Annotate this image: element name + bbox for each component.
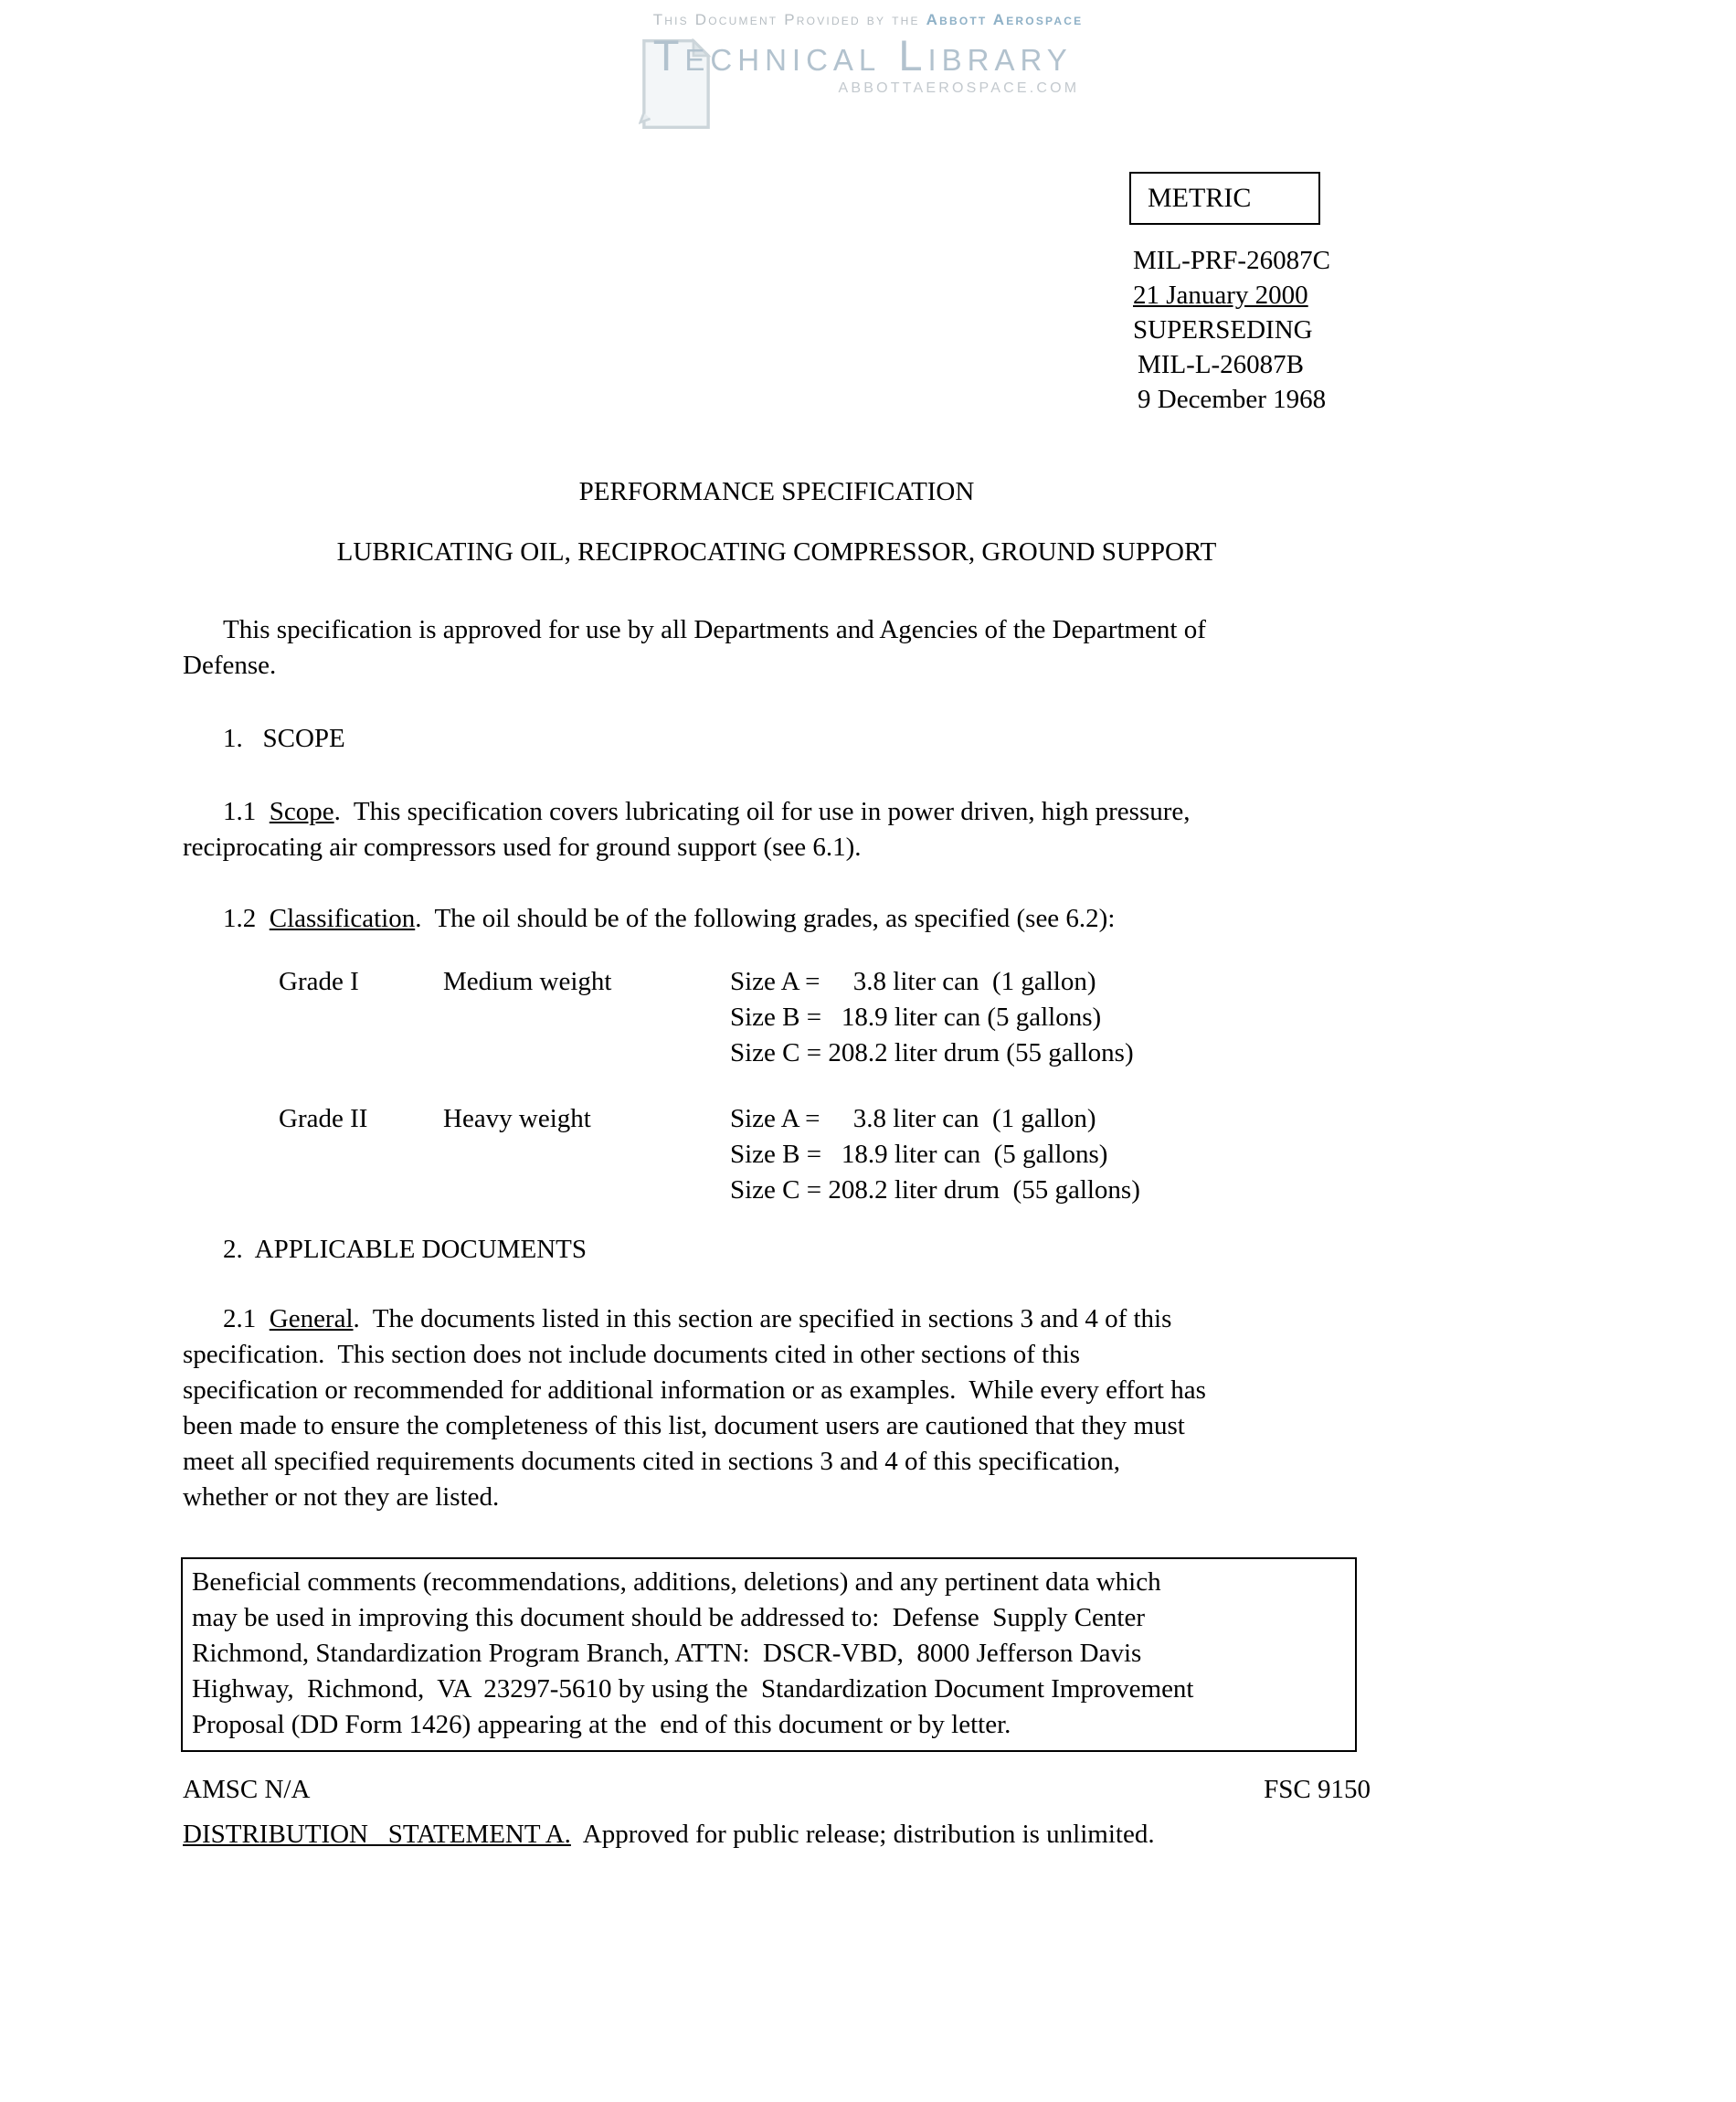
paragraph-1-2: [183, 901, 1371, 937]
paragraph-2-1-text: . The documents listed in this section are specified in sections 3 and 4 of this: [353, 1304, 1172, 1333]
logo-tagline-brand: Abbott Aerospace: [926, 11, 1084, 28]
metric-designation-box: [1129, 172, 1320, 225]
spec-number: MIL-PRF-26087C: [1133, 246, 1330, 275]
grade-1-size-a: Size A = 3.8 liter can (1 gallon): [730, 967, 1096, 996]
paragraph-2-1-head: General: [269, 1304, 354, 1333]
paragraph-1-1-text: . This specification covers lubricating oil for use in power driven, high pressure,: [333, 797, 1191, 826]
grade-2-weight: Heavy weight: [443, 1104, 591, 1133]
paragraph-1-2-text: . The oil should be of the following grades, as specified (see 6.2):: [415, 904, 1116, 933]
grade-table: [183, 964, 1371, 1208]
approval-line-1: This specification is approved for use by all Departments and Agencies of the Department of: [223, 615, 1206, 644]
grade-1-name: Grade I: [279, 967, 359, 996]
paragraph-1-1-head: Scope: [269, 797, 334, 826]
paragraph-2-1-line-5: meet all specified requirements documents cited in sections 3 and 4 of this specification,: [183, 1447, 1120, 1476]
grade-2-size-a: Size A = 3.8 liter can (1 gallon): [730, 1104, 1096, 1133]
fsc-code: FSC 9150: [1264, 1775, 1371, 1804]
spec-date: 21 January 2000: [1133, 281, 1308, 310]
grade-1-sizes: [730, 964, 1371, 1071]
abbott-aerospace-logo: [653, 11, 1084, 97]
paragraph-1-1-text-2: reciprocating air compressors used for ground support (see 6.1).: [183, 833, 862, 862]
spec-number-block: [1133, 243, 1736, 417]
logo-title: Technical Library: [652, 31, 1073, 80]
paragraph-2-1-line-6: whether or not they are listed.: [183, 1482, 500, 1512]
distribution-statement: [183, 1817, 1371, 1853]
logo-tagline: [653, 11, 1084, 29]
metric-label: METRIC: [1148, 183, 1252, 213]
comments-line-3: Richmond, Standardization Program Branch, ATTN: DSCR-VBD, 8000 Jefferson Davis: [192, 1639, 1142, 1668]
superseding-label: SUPERSEDING: [1133, 315, 1313, 345]
grade-2-size-c: Size C = 208.2 liter drum (55 gallons): [730, 1175, 1140, 1205]
distribution-statement-head: DISTRIBUTION STATEMENT A.: [183, 1820, 571, 1849]
grade-row-1: [183, 964, 1371, 1071]
paragraph-1-2-number: 1.2: [223, 904, 270, 933]
spec-subject-title: LUBRICATING OIL, RECIPROCATING COMPRESSOR, GROUND SUPPORT: [336, 537, 1217, 567]
logo-url: ABBOTTAEROSPACE.COM: [838, 80, 1080, 96]
grade-1-size-b: Size B = 18.9 liter can (5 gallons): [730, 1003, 1102, 1032]
grade-2-name: Grade II: [279, 1104, 368, 1133]
paragraph-1-1-number: 1.1: [223, 797, 270, 826]
comments-line-5: Proposal (DD Form 1426) appearing at the end of this document or by letter.: [192, 1710, 1011, 1739]
comments-line-1: Beneficial comments (recommendations, additions, deletions) and any pertinent data which: [192, 1567, 1161, 1597]
grade-1-weight: Medium weight: [443, 967, 612, 996]
paragraph-2-1: [183, 1301, 1371, 1515]
paragraph-1-1: [183, 794, 1371, 865]
section-2-heading: 2. APPLICABLE DOCUMENTS: [223, 1235, 587, 1264]
paragraph-2-1-line-3: specification or recommended for additional information or as examples. While every effort has: [183, 1375, 1206, 1405]
paragraph-2-1-number: 2.1: [223, 1304, 270, 1333]
spec-type-title: PERFORMANCE SPECIFICATION: [578, 477, 975, 506]
comments-line-2: may be used in improving this document should be addressed to: Defense Supply Center: [192, 1603, 1146, 1632]
distribution-statement-text: Approved for public release; distribution is unlimited.: [570, 1820, 1155, 1849]
superseded-number: MIL-L-26087B: [1138, 350, 1305, 379]
approval-paragraph: [183, 612, 1371, 684]
grade-2-sizes: [730, 1101, 1371, 1208]
footer-codes-row: [183, 1772, 1371, 1808]
section-1-heading: 1. SCOPE: [223, 724, 345, 753]
logo-tagline-prefix: This Document Provided by the: [652, 11, 926, 28]
paragraph-2-1-line-4: been made to ensure the completeness of this list, document users are cautioned that they must: [183, 1411, 1185, 1440]
grade-1-size-c: Size C = 208.2 liter drum (55 gallons): [730, 1038, 1134, 1067]
beneficial-comments-box: [181, 1557, 1357, 1752]
amsc-code: AMSC N/A: [183, 1775, 311, 1804]
document-body: [183, 474, 1371, 1853]
comments-line-4: Highway, Richmond, VA 23297-5610 by using the Standardization Document Improvement: [192, 1674, 1194, 1704]
paragraph-2-1-line-2: specification. This section does not include documents cited in other sections of this: [183, 1340, 1081, 1369]
grade-row-2: [183, 1101, 1371, 1208]
approval-line-2: Defense.: [183, 651, 277, 680]
paragraph-1-2-head: Classification: [269, 904, 416, 933]
grade-2-size-b: Size B = 18.9 liter can (5 gallons): [730, 1140, 1108, 1169]
superseded-date: 9 December 1968: [1138, 385, 1327, 414]
